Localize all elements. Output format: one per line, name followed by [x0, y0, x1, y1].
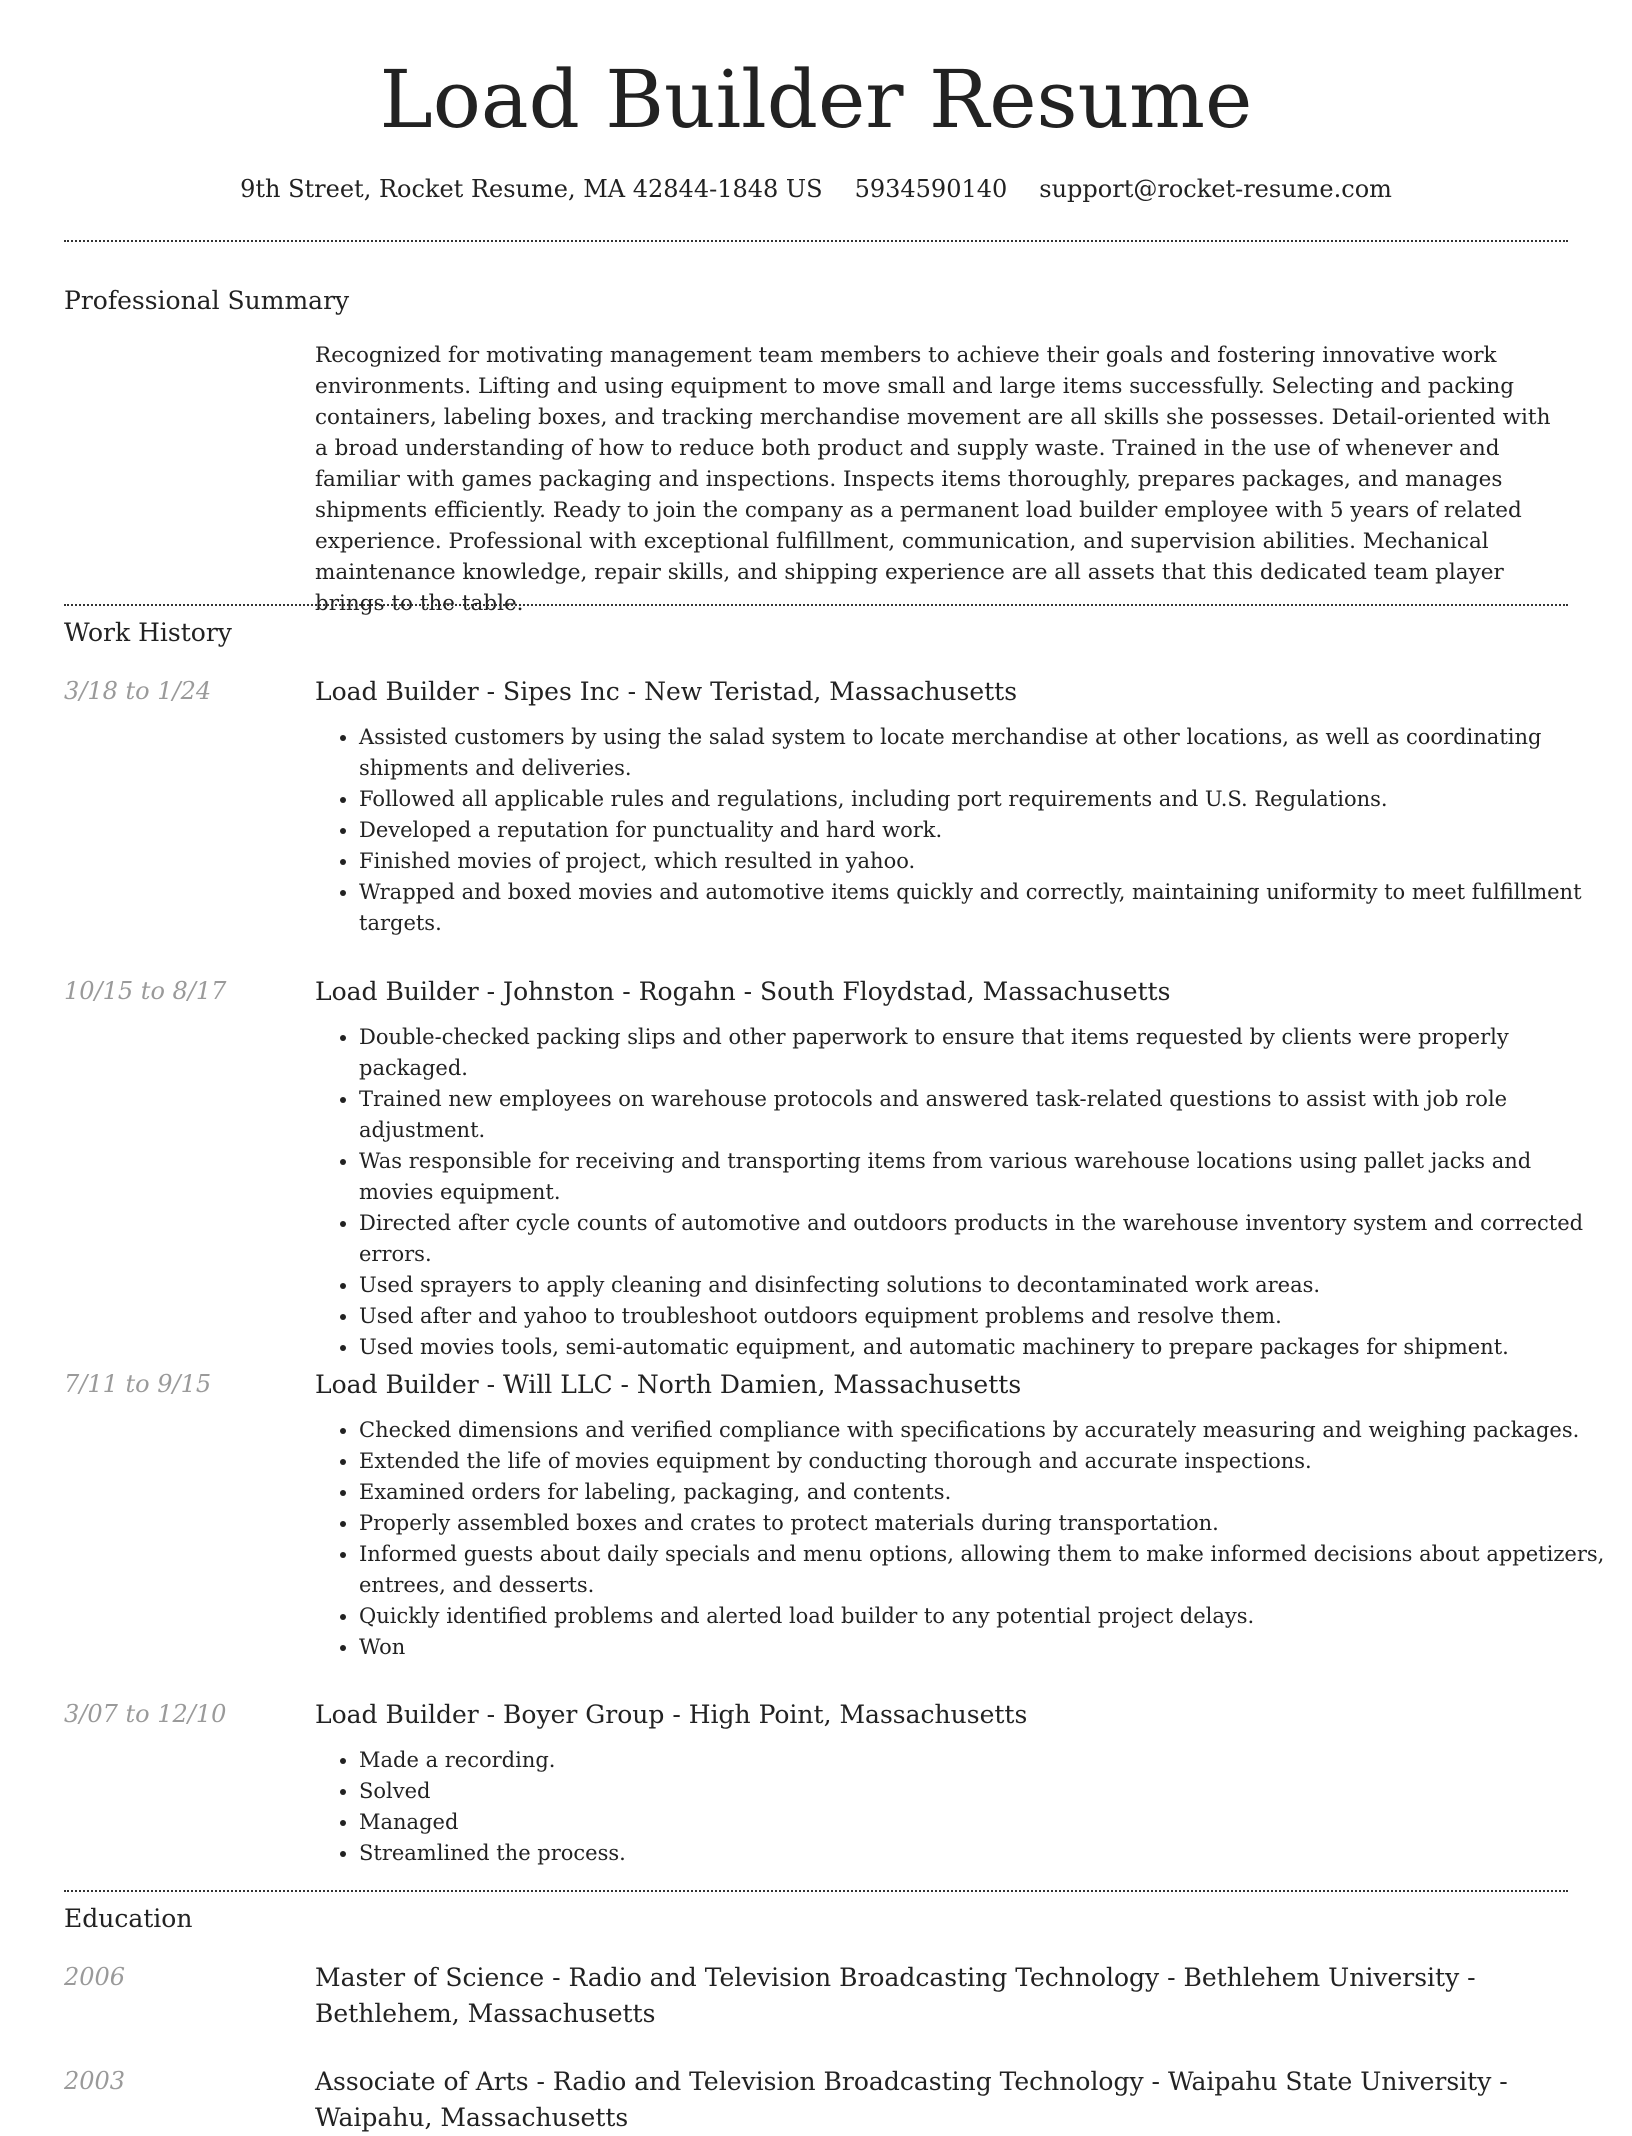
job-bullet: • Won — [359, 1632, 1609, 1663]
job-bullet: • Followed all applicable rules and regulations, including port requirements and U.S. Regulations. — [359, 784, 1609, 815]
job-bullet: • Managed — [359, 1807, 1609, 1838]
job-bullet: • Assisted customers by using the salad system to locate merchandise at other locations, as well as coordinating shipments and deliveries. — [359, 722, 1609, 784]
job-bullet: • Finished movies of project, which resulted in yahoo. — [359, 846, 1609, 877]
job-bullet: • Streamlined the process. — [359, 1838, 1609, 1869]
job-dates: 3/18 to 1/24 — [64, 677, 212, 705]
job-bullet: • Properly assembled boxes and crates to protect materials during transportation. — [359, 1508, 1609, 1539]
contact-email: support@rocket-resume.com — [1039, 175, 1392, 203]
job-bullet: • Directed after cycle counts of automotive and outdoors products in the warehouse inventory system and corrected errors. — [359, 1208, 1609, 1270]
education-year: 2003 — [64, 2067, 126, 2095]
section-divider — [64, 604, 1568, 606]
job-title: Load Builder - Boyer Group - High Point, Massachusetts — [315, 1700, 1028, 1729]
education-title: Associate of Arts - Radio and Television Broadcasting Technology - Waipahu State University - Waipahu, Massachusetts — [315, 2067, 1508, 2132]
job-bullet: • Quickly identified problems and alerted load builder to any potential project delays. — [359, 1601, 1609, 1632]
job-dates: 7/11 to 9/15 — [64, 1370, 212, 1398]
contact-address: 9th Street, Rocket Resume, MA 42844-1848 US — [240, 175, 823, 203]
job-bullet: • Informed guests about daily specials and menu options, allowing them to make informed decisions about appetizers, entrees, and desserts. — [359, 1539, 1609, 1601]
job-bullets — [315, 1745, 1609, 1869]
education-title: Master of Science - Radio and Television Broadcasting Technology - Bethlehem University - Bethlehem, Massachusetts — [315, 1963, 1476, 2028]
job-dates: 3/07 to 12/10 — [64, 1700, 227, 1728]
job-bullets — [315, 1415, 1609, 1663]
job-bullet: • Extended the life of movies equipment by conducting thorough and accurate inspections. — [359, 1446, 1609, 1477]
job-bullet: • Double-checked packing slips and other paperwork to ensure that items requested by clients were properly packaged. — [359, 1022, 1609, 1084]
job-bullet: • Examined orders for labeling, packaging, and contents. — [359, 1477, 1609, 1508]
education-section-title: Education — [64, 1904, 193, 1933]
job-title: Load Builder - Sipes Inc - New Teristad, Massachusetts — [315, 677, 1018, 706]
job-bullet: • Checked dimensions and verified compliance with specifications by accurately measuring and weighing packages. — [359, 1415, 1609, 1446]
job-bullet: • Solved — [359, 1776, 1609, 1807]
job-bullet: • Used sprayers to apply cleaning and disinfecting solutions to decontaminated work areas. — [359, 1270, 1609, 1301]
job-bullets — [315, 722, 1609, 939]
job-bullet: • Wrapped and boxed movies and automotive items quickly and correctly, maintaining uniformity to meet fulfillment targets. — [359, 877, 1609, 939]
summary-text: Recognized for motivating management team members to achieve their goals and fostering innovative work environments. Lifting and using equipment to move small and large items successfully. Selecting and packing containers, labeling boxes, and tracking merchandise movement are all skills she possesses. Detail-oriented with a broad understanding of how to reduce both product and supply waste. Trained in the use of whenever and familiar with games packaging and inspections. Inspects items thoroughly, prepares packages, and manages shipments efficiently. Ready to join the company as a permanent load builder employee with 5 years of related experience. Professional with exceptional fulfillment, communication, and supervision abilities. Mechanical maintenance knowledge, repair skills, and shipping experience are all assets that this dedicated team player brings to the table. — [315, 343, 1551, 616]
job-bullet: • Made a recording. — [359, 1745, 1609, 1776]
contact-phone: 5934590140 — [854, 175, 1008, 203]
job-bullet: • Trained new employees on warehouse protocols and answered task-related questions to assist with job role adjustment. — [359, 1084, 1609, 1146]
work-section-title: Work History — [64, 618, 232, 647]
contact-line — [0, 170, 1632, 208]
job-title: Load Builder - Johnston - Rogahn - South Floydstad, Massachusetts — [315, 977, 1171, 1006]
job-bullets — [315, 1022, 1609, 1363]
section-divider — [64, 240, 1568, 242]
job-title: Load Builder - Will LLC - North Damien, Massachusetts — [315, 1370, 1022, 1399]
job-dates: 10/15 to 8/17 — [64, 977, 227, 1005]
resume-name: Load Builder Resume — [379, 53, 1253, 146]
job-bullet: • Was responsible for receiving and transporting items from various warehouse locations using pallet jacks and movies equipment. — [359, 1146, 1609, 1208]
job-bullet: • Developed a reputation for punctuality and hard work. — [359, 815, 1609, 846]
section-divider — [64, 1890, 1568, 1892]
education-year: 2006 — [64, 1963, 126, 1991]
job-bullet: • Used movies tools, semi-automatic equipment, and automatic machinery to prepare packages for shipment. — [359, 1332, 1609, 1363]
job-bullet: • Used after and yahoo to troubleshoot outdoors equipment problems and resolve them. — [359, 1301, 1609, 1332]
summary-section-title: Professional Summary — [64, 286, 350, 315]
